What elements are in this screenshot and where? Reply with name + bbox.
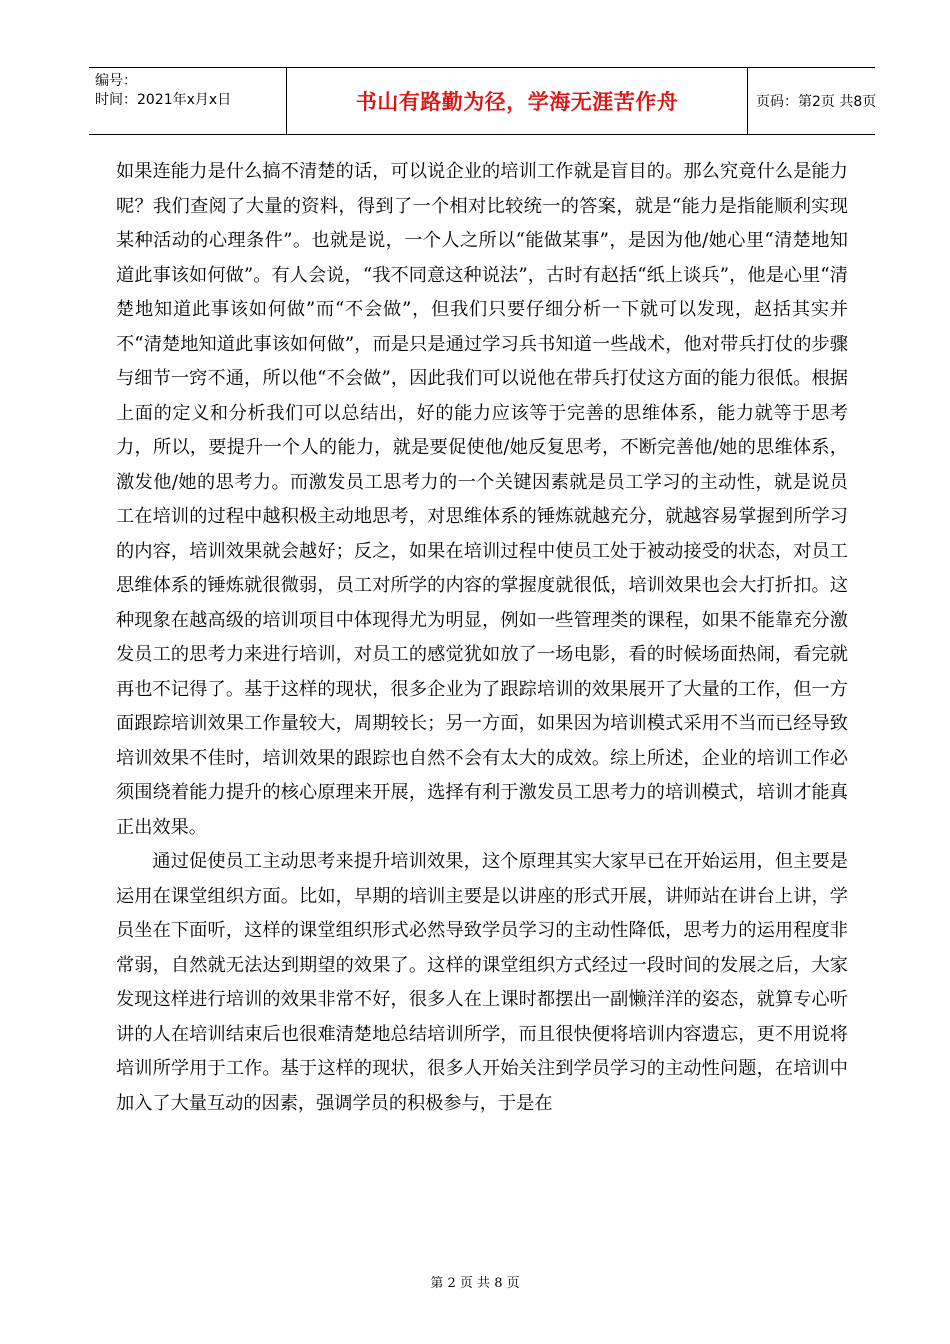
header-page-code: 页码：第2页 共8页: [756, 94, 877, 110]
header-motto-cell: [286, 68, 748, 134]
document-number-label: 编号：: [95, 73, 137, 89]
document-body: [116, 155, 848, 1121]
header-meta: [89, 68, 286, 134]
header-page-cell: [748, 68, 875, 134]
header-motto: 书山有路勤为径，学海无涯苦作舟: [355, 90, 679, 114]
body-paragraph: 通过促使员工主动思考来提升培训效果，这个原理其实大家早已在开始运用，但主要是运用在课堂组织方面。比如，早期的培训主要是以讲座的形式开展，讲师站在讲台上讲，学员坐在下面听，这样的课堂组织形式必然导致学员学习的主动性降低，思考力的运用程度非常弱，自然就无法达到期望的效果了。这样的课堂组织方式经过一段时间的发展之后，大家发现这样进行培训的效果非常不好，很多人在上课时都摆出一副懒洋洋的姿态，就算专心听讲的人在培训结束后也很难清楚地总结培训所学，而且很快便将培训内容遗忘，更不用说将培训所学用于工作。基于这样的现状，很多人开始关注到学员学习的主动性问题，在培训中加入了大量互动的因素，强调学员的积极参与，于是在: [116, 851, 848, 1114]
document-header: [89, 67, 875, 135]
document-date: 时间：2021年x月x日: [95, 92, 232, 108]
page-footer: 第 2 页 共 8 页: [430, 1276, 520, 1291]
body-paragraph: 如果连能力是什么搞不清楚的话，可以说企业的培训工作就是盲目的。那么究竟什么是能力呢？我们查阅了大量的资料，得到了一个相对比较统一的答案，就是“能力是指能顺利实现某种活动的心理条件”。也就是说，一个人之所以“能做某事”，是因为他/她心里“清楚地知道此事该如何做”。有人会说，“我不同意这种说法”，古时有赵括“纸上谈兵”，他是心里“清楚地知道此事该如何做”而“不会做”，但我们只要仔细分析一下就可以发现，赵括其实并不“清楚地知道此事该如何做”，而是只是通过学习兵书知道一些战术，他对带兵打仗的步骤与细节一窍不通，所以他“不会做”，因此我们可以说他在带兵打仗这方面的能力很低。根据上面的定义和分析我们可以总结出，好的能力应该等于完善的思维体系，能力就等于思考力，所以，要提升一个人的能力，就是要促使他/她反复思考，不断完善他/她的思维体系，激发他/她的思考力。而激发员工思考力的一个关键因素就是员工学习的主动性，就是说员工在培训的过程中越积极主动地思考，对思维体系的锤炼就越充分，就越容易掌握到所学习的内容，培训效果就会越好；反之，如果在培训过程中使员工处于被动接受的状态，对员工思维体系的锤炼就很微弱，员工对所学的内容的掌握度就很低，培训效果也会大打折扣。这种现象在越高级的培训项目中体现得尤为明显，例如一些管理类的课程，如果不能靠充分激发员工的思考力来进行培训，对员工的感觉犹如放了一场电影，看的时候场面热闹，看完就再也不记得了。基于这样的现状，很多企业为了跟踪培训的效果展开了大量的工作，但一方面跟踪培训效果工作量较大，周期较长；另一方面，如果因为培训模式采用不当而已经导致培训效果不佳时，培训效果的跟踪也自然不会有太大的成效。综上所述，企业的培训工作必须围绕着能力提升的核心原理来开展，选择有利于激发员工思考力的培训模式，培训才能真正出效果。: [116, 161, 848, 838]
